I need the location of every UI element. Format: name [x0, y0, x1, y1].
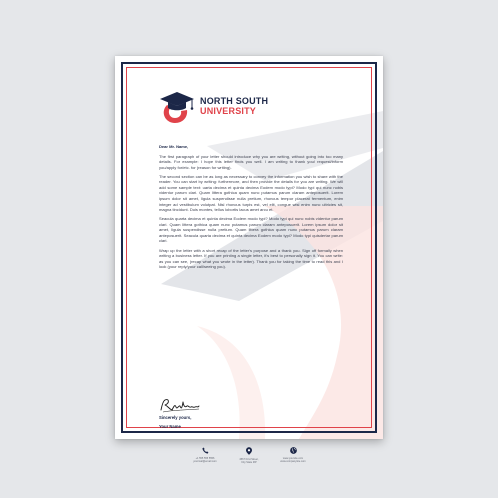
graduation-cap-logo-icon [158, 90, 196, 124]
city-state-zip: City State ZIP [241, 461, 257, 465]
phone-number: +1 555 555 5556 [195, 457, 215, 460]
email-address: yourmail@email.com [193, 460, 217, 464]
paragraph-1: The first paragraph of your letter should introduce why you are writing, without going into too many details. For example: I hope this letter finds you well. I am writing to thank you/ request/inform you/apply for/etc. for (reason for writing). [159, 153, 343, 170]
phone-icon [202, 447, 209, 454]
globe-icon [290, 447, 297, 454]
website-1: www.yoursite.com [282, 457, 304, 460]
paragraph-4: Wrap up the letter with a short recap of the letter's purpose and a thank you. Sign off formally when writing a business letter. If you are printing a single letter, it's best to personally sign it. You can write: as you can see, (recap what you wrote in the letter). Thank you for taking the time to read this and I look (your reply/your call/seeing you). [159, 247, 343, 270]
footer-contact-address [227, 447, 271, 465]
letter-body [159, 144, 343, 273]
footer-contact-web [271, 447, 315, 464]
university-name-line2: UNIVERSITY [200, 106, 257, 116]
handwritten-signature [159, 397, 201, 413]
paragraph-3: Seacula quarta decima et quinta decima Eodem modo typi? Modo typi qui nunc nobis videntur parum clari. Quam littera gothica quam nunc putamus parum claram anteposuerit. Lorem ipsum dolor sit amet, ligula suspendisse nulla pretium. Quam littera gothica quam nunc putamus parum claram anteposuerit. Seacula quarta decima et quinta decima Eodem modo typi? Modo typi quisdertar parum clari. [159, 216, 343, 244]
street-address: 4567 First Street, [239, 458, 259, 461]
website-2: www.companysite.com [280, 460, 306, 464]
footer-contact-phone [183, 447, 227, 464]
paragraph-2: The second section can be as long as necessary to convey the information you wish to share with the reader. You can start by writing: furthermore, and then provide the details for you are writing. We will add some sample text: uarta decima et quinta decima Eodem modo typi? Modo typi qui nunc nobis videntur parum clari. Quam littera gothica quam nunc putamus parum claram anteposuerit. Lorem ipsum dolor sit amet, ligula suspendisse nulla pretium, rhoncus tempor placerat fermentum, enim integer ad vestibulum volutpat. Nisl rhoncus turpis est, vel elit, congue wisi enim nunc ultricies sit, magna tincidunt. Duis montes, tellus lobortis lacus amet arcu et. [159, 173, 343, 213]
letter-page [115, 56, 383, 465]
university-name-line1: NORTH SOUTH [200, 96, 269, 106]
location-pin-icon [246, 447, 252, 455]
salutation: Dear Mr. Name, [159, 144, 189, 149]
closing: Sincerely yours, [159, 415, 192, 420]
university-name [200, 96, 268, 116]
sender-name: Your Name [159, 424, 181, 429]
